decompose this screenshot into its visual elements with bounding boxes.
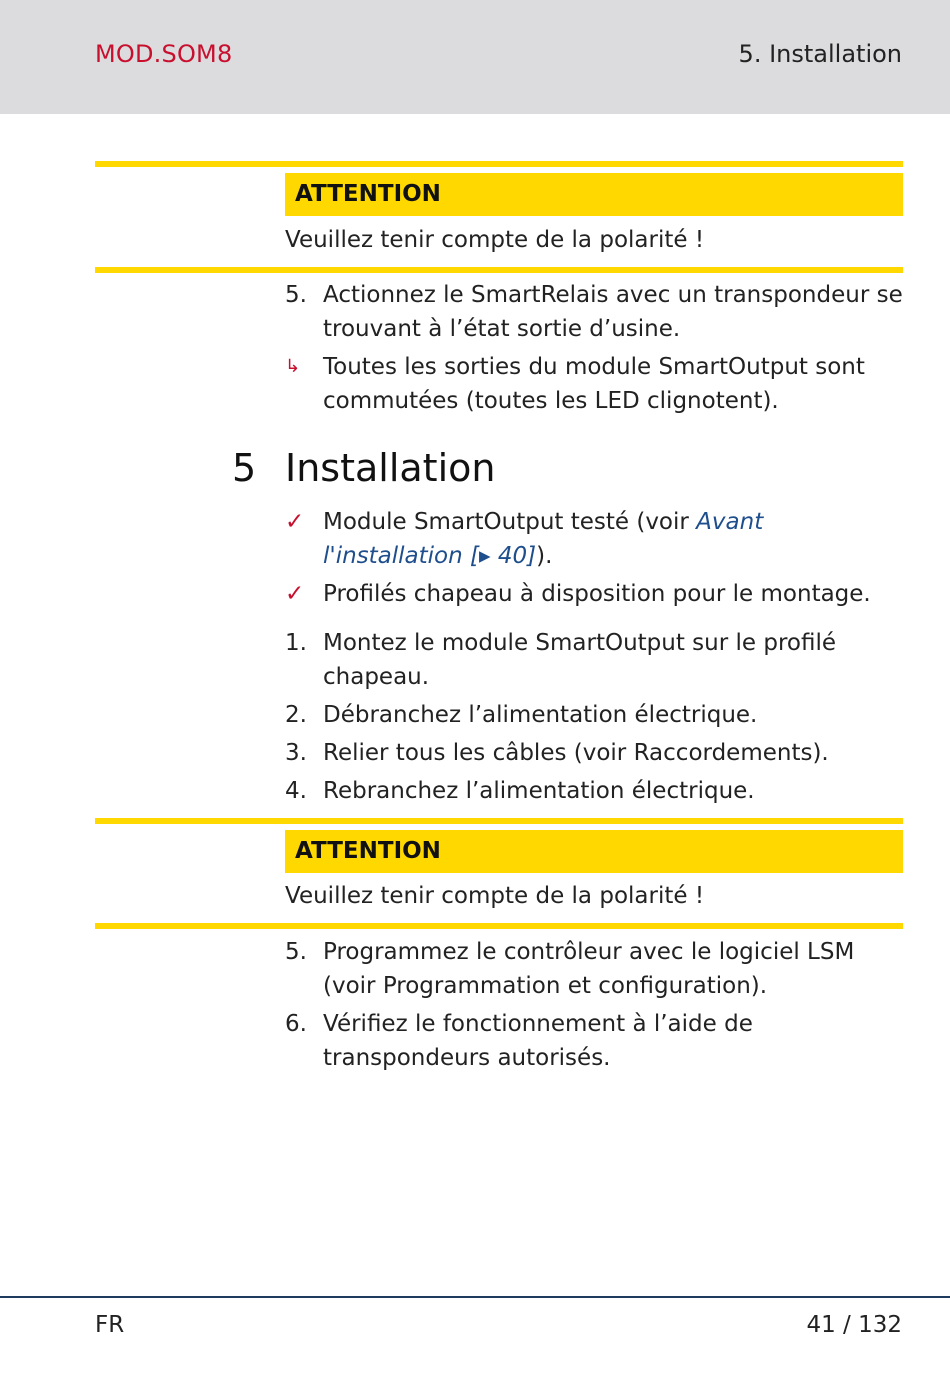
step-number: 3.: [285, 740, 307, 766]
attention-top-rule: [95, 161, 903, 167]
step-number: 2.: [285, 702, 307, 728]
list-item: [285, 698, 905, 732]
prerequisite-text: Profilés chapeau à disposition pour le montage.: [323, 581, 871, 607]
step-text: Relier tous les câbles (voir Raccordements).: [323, 740, 829, 766]
prerequisite-text-suffix: ).: [536, 543, 553, 569]
list-item: [285, 935, 905, 1003]
step-number: 5.: [285, 282, 307, 308]
chapter-title: 5. Installation: [738, 40, 902, 68]
step-number: 6.: [285, 1011, 307, 1037]
step-number: 4.: [285, 778, 307, 804]
prerequisite-item: [285, 577, 905, 611]
attention-label: ATTENTION: [285, 830, 903, 873]
step-text: Montez le module SmartOutput sur le profilé chapeau.: [323, 630, 837, 690]
attention-text: Veuillez tenir compte de la polarité !: [285, 227, 705, 253]
attention-text: Veuillez tenir compte de la polarité !: [285, 883, 705, 909]
attention-bottom-rule: [95, 267, 903, 273]
list-item: [285, 736, 905, 770]
section-title: Installation: [285, 446, 496, 490]
prerequisite-text-prefix: Module SmartOutput testé (voir: [323, 509, 697, 535]
result-arrow-icon: ↳: [285, 356, 301, 377]
step-text: Actionnez le SmartRelais avec un transpondeur se trouvant à l’état sortie d’usine.: [323, 282, 903, 342]
attention-top-rule: [95, 818, 903, 824]
check-icon: ✓: [285, 581, 305, 607]
list-item: [285, 1007, 905, 1075]
step-text: Débranchez l’alimentation électrique.: [323, 702, 758, 728]
step-number: 1.: [285, 630, 307, 656]
step-text: Rebranchez l’alimentation électrique.: [323, 778, 755, 804]
cross-reference-link[interactable]: Avant l'installation [▸ 40]: [323, 509, 764, 569]
check-icon: ✓: [285, 509, 305, 535]
step-number: 5.: [285, 939, 307, 965]
footer-language: FR: [95, 1312, 125, 1338]
brand-name: MOD.SOM8: [95, 40, 233, 68]
attention-bottom-rule: [95, 923, 903, 929]
result-text: Toutes les sorties du module SmartOutput sont commutées (toutes les LED clignotent).: [323, 354, 865, 414]
list-item: [285, 350, 905, 418]
prerequisite-text: [323, 505, 905, 573]
page-number: 41 / 132: [806, 1312, 902, 1338]
list-item: [285, 774, 905, 808]
footer-rule: [0, 1296, 950, 1298]
list-item: [285, 278, 905, 346]
page-header: [0, 0, 950, 114]
step-text: Programmez le contrôleur avec le logiciel LSM (voir Programmation et configuration).: [323, 939, 855, 999]
prerequisite-item: [285, 505, 905, 573]
attention-label: ATTENTION: [285, 173, 903, 216]
list-item: [285, 626, 905, 694]
section-number: 5: [232, 446, 257, 490]
step-text: Vérifiez le fonctionnement à l’aide de transpondeurs autorisés.: [323, 1011, 753, 1071]
